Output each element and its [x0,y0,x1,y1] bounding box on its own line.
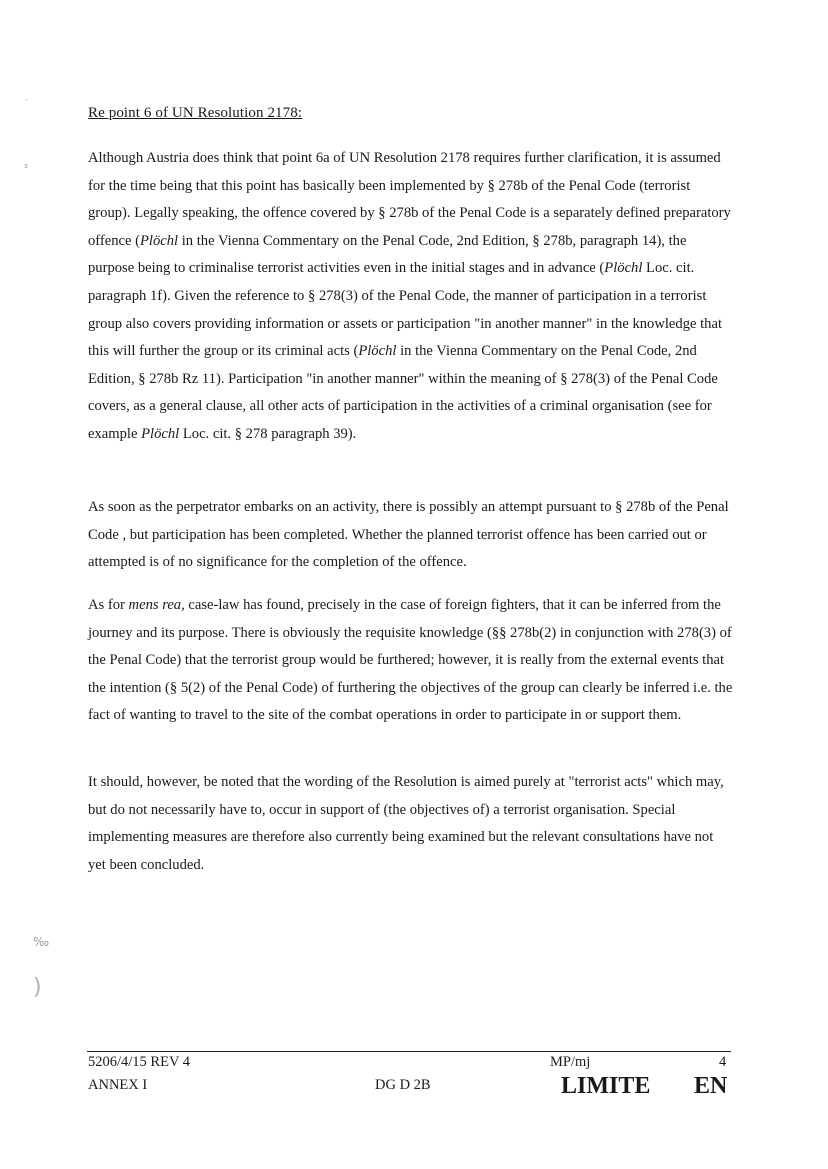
text-run: in the Vienna Commentary on the Penal Code, 2nd Edition, § 278b, paragraph 14), the purpose being to criminalise terrorist activities even in the initial stages and in advance ( [88,232,687,277]
italic-text: Plöchl [140,232,179,249]
classification-label: LIMITE [561,1073,651,1099]
language-code: EN [694,1073,728,1099]
italic-text: Plöchl [604,260,643,277]
page-number: 4 [719,1054,727,1070]
italic-text: mens rea [128,597,182,613]
text-run: in the Vienna Commentary on the Penal Code, 2nd Edition, § 278b Rz 11). Participation "in another manner" within the meaning of § 278(3) of the Penal Code covers, as a general clause, all other acts of participation in the activities of a criminal organisation (see for example [88,343,718,442]
italic-text: Plöchl [358,343,397,360]
annex-label: ANNEX I [88,1077,148,1093]
section-heading: Re point 6 of UN Resolution 2178: [88,105,303,121]
scan-mark: - [25,95,28,104]
text-run: It should, however, be noted that the wording of the Resolution is aimed purely at "terrorist acts" which may, but do not necessarily have to, occur in support of (the objectives of) a terrorist organisation. Special implementing measures are therefore also currently being examined but the relevant consultations have not yet been concluded. [88,774,724,873]
paragraph [88,592,733,730]
paragraph [88,494,733,577]
paragraph [88,145,733,449]
text-run: As soon as the perpetrator embarks on an activity, there is possibly an attempt pursuant to § 278b of the Penal Code , but participation has been completed. Whether the planned terrorist offence has been carried out or attempted is of no significance for the completion of the offence. [88,499,729,571]
text-run: As for [88,597,129,613]
footer-divider [87,1051,731,1052]
text-run: Loc. cit. paragraph 1f). Given the reference to § 278(3) of the Penal Code, the manner of participation in a terrorist group also covers providing information or assets or participation "in another manner" in the knowledge that this will further the group or its criminal acts ( [88,260,723,360]
scan-mark: ‰ [33,935,50,949]
paragraph-text [88,769,733,879]
scan-mark: ) [33,975,42,1000]
paragraph-text [88,592,733,730]
text-run: Although Austria does think that point 6a of UN Resolution 2178 requires further clarification, it is assumed for the time being that this point has basically been implemented by § 278b of the Penal Code (terrorist group). Legally speaking, the offence covered by § 278b of the Penal Code is a separately defined preparatory offence ( [88,150,731,249]
directorate-label: DG D 2B [375,1077,431,1093]
text-run: , case-law has found, precisely in the case of foreign fighters, that it can be inferred from the journey and its purpose. There is obviously the requisite knowledge (§§ 278b(2) in conjunction with 278(3) of the Penal Code) that the terrorist group would be furthered; however, it is really from the external events that the intention (§ 5(2) of the Penal Code) of furthering the objectives of the group can clearly be inferred i.e. the fact of wanting to travel to the site of the combat operations in order to participate in or support them. [88,597,733,724]
text-run: Loc. cit. § 278 paragraph 39). [179,425,357,442]
paragraph [88,769,733,879]
author-initials: MP/mj [550,1054,591,1070]
paragraph-text [88,145,733,449]
document-reference: 5206/4/15 REV 4 [88,1054,191,1070]
scan-mark: з [24,162,28,170]
paragraph-text [88,494,733,577]
italic-text: Plöchl [141,425,180,442]
